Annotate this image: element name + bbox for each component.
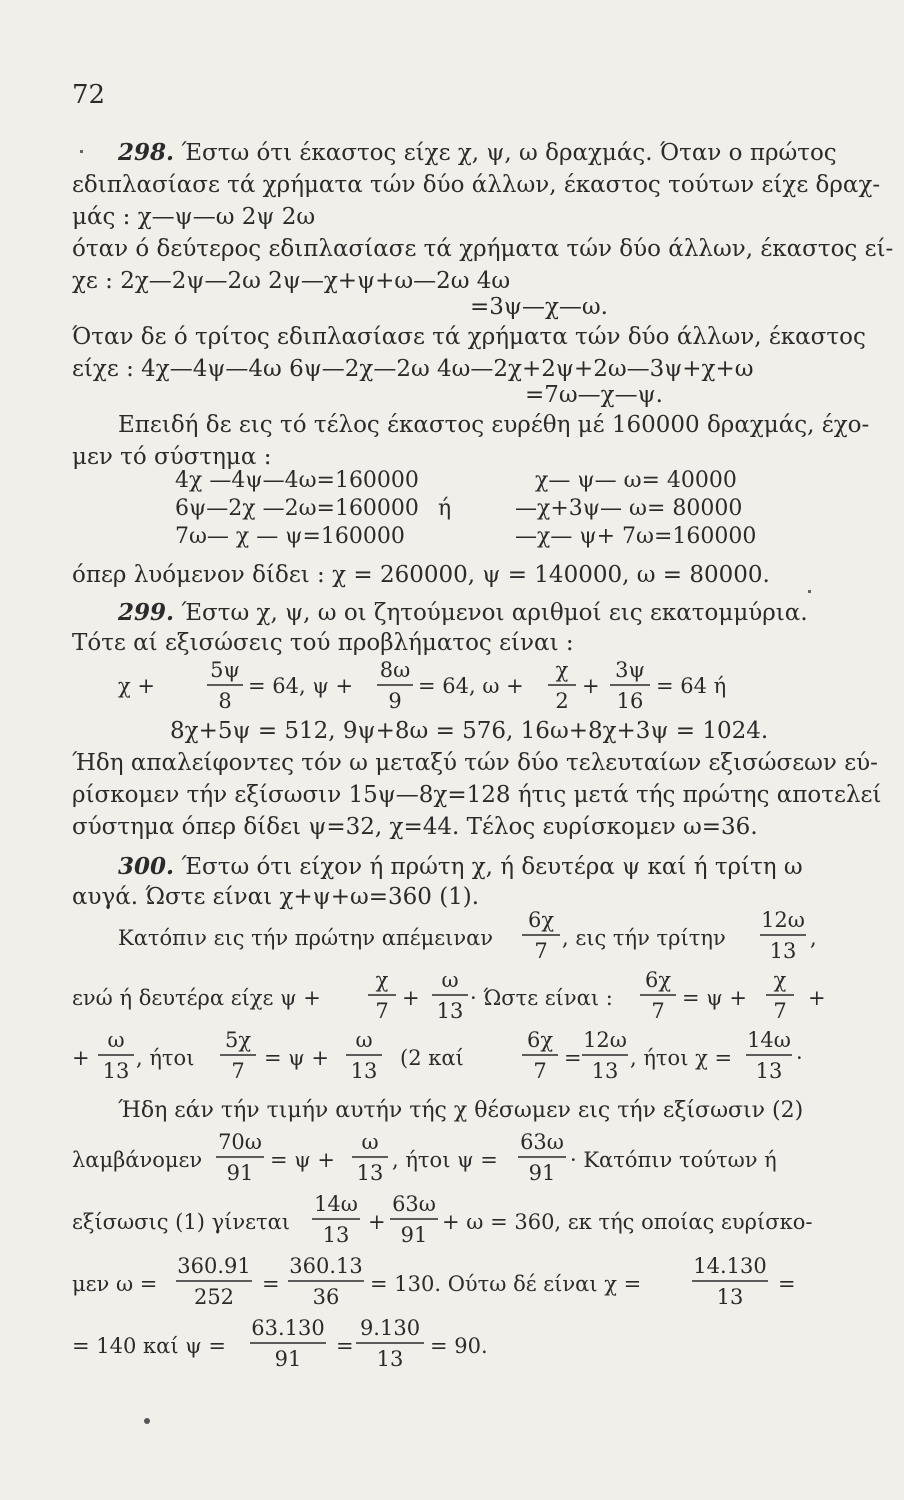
r8-frac1-num: 63.130	[251, 1316, 325, 1340]
problem-299-line-3: Ήδη απαλείφοντες τόν ω μεταξύ τών δύο τελευταίων εξισώσεων εύ-	[72, 750, 878, 776]
eq-text-e: = 64 ή	[656, 674, 727, 698]
r5-text-d: · Κατόπιν τούτων ή	[570, 1148, 777, 1172]
r5-text-a: λαμβάνομεν	[72, 1148, 203, 1172]
frac-8omega-num: 8ω	[379, 658, 411, 682]
frac-3psi-num: 3ψ	[615, 658, 645, 682]
problem-299-intro: Έστω χ, ψ, ω οι ζητούμενοι αριθμοί εις εκατομμύρια.	[181, 600, 808, 626]
r7-text-c: = 130. Ούτω δέ είναι χ =	[370, 1272, 642, 1296]
r7-text-d: =	[778, 1272, 796, 1296]
r2-text-c: · Ώστε είναι :	[470, 986, 613, 1010]
r3-text-g: ·	[796, 1046, 803, 1070]
problem-299-line-2: Τότε αί εξισώσεις τού προβλήματος είναι :	[72, 630, 574, 656]
r3-frac4-num: 6χ	[526, 1028, 554, 1052]
r8-frac2-den: 13	[376, 1347, 404, 1371]
problem-300-text: Έστω ότι είχον ή πρώτη χ, ή δευτέρα ψ καί ή τρίτη ω	[181, 854, 803, 880]
r6-frac1-num: 14ω	[314, 1192, 358, 1216]
problem-300-line-2: αυγά. Ώστε είναι χ+ψ+ω=360 (1).	[72, 884, 480, 910]
r3-text-d: (2 καί	[400, 1046, 464, 1070]
problem-299-linear-equations: 8χ+5ψ = 512, 9ψ+8ω = 576, 16ω+8χ+3ψ = 1024.	[170, 718, 769, 744]
problem-299-equations	[0, 655, 904, 725]
r2-text-d: = ψ +	[682, 986, 748, 1010]
problem-299-line-5: σύστημα όπερ δίδει ψ=32, χ=44. Τέλος ευρίσκομεν ω=36.	[72, 814, 758, 840]
r3-frac1-den: 13	[102, 1059, 130, 1083]
problem-299-line-4: ρίσκομεν τήν εξίσωσιν 15ψ—8χ=128 ήτις μετά τής πρώτης αποτελεί	[72, 782, 882, 808]
r1-frac2-den: 13	[769, 939, 797, 963]
ink-speck	[808, 590, 811, 593]
problem-298-solution: όπερ λυόμενον δίδει : χ = 260000, ψ = 140000, ω = 80000.	[72, 562, 770, 588]
r3-frac1-num: ω	[107, 1028, 125, 1052]
r5-text-c: , ήτοι ψ =	[392, 1148, 498, 1172]
problem-298-line-5: χε : 2χ—2ψ—2ω 2ψ—χ+ψ+ω—2ω 4ω	[72, 268, 511, 294]
r3-frac4-den: 7	[533, 1059, 547, 1083]
r3-frac5-num: 12ω	[583, 1028, 627, 1052]
r3-frac3-num: ω	[355, 1028, 373, 1052]
problem-298-line-9: =7ω—χ—ψ.	[525, 382, 663, 408]
r2-frac3-den: 7	[651, 999, 665, 1023]
r5-frac2-den: 13	[356, 1161, 384, 1185]
problem-298-line-8: είχε : 4χ—4ψ—4ω 6ψ—2χ—2ω 4ω—2χ+2ψ+2ω—3ψ+χ+ω	[72, 356, 754, 382]
r7-text-a: μεν ω =	[72, 1272, 158, 1296]
r7-frac3-num: 14.130	[693, 1254, 767, 1278]
page-number: 72	[72, 80, 106, 110]
r2-text-a: ενώ ή δευτέρα είχε ψ +	[72, 986, 321, 1010]
problem-299-line-1	[118, 598, 844, 628]
r6-text-c: + ω = 360, εκ τής οποίας ευρίσκο-	[442, 1210, 813, 1234]
r6-text-b: +	[368, 1210, 386, 1234]
system-right-2: —χ+3ψ— ω= 80000	[515, 496, 743, 521]
problem-299-number: 299.	[118, 599, 175, 626]
r7-frac1-den: 252	[193, 1285, 235, 1309]
problem-298-line-10: Επειδή δε εις τό τέλος έκαστος ευρέθη μέ 160000 δραχμάς, έχο-	[118, 412, 870, 438]
r3-frac5-den: 13	[591, 1059, 619, 1083]
r1-frac2-num: 12ω	[761, 908, 805, 932]
system-left-1: 4χ —4ψ—4ω=160000	[175, 468, 419, 493]
problem-300-derivation	[0, 895, 904, 1380]
ink-speck	[144, 1418, 150, 1424]
r7-frac1-num: 360.91	[177, 1254, 251, 1278]
r5-frac2-num: ω	[361, 1130, 379, 1154]
r8-text-a: = 140 καί ψ =	[72, 1334, 226, 1358]
system-right-1: χ— ψ— ω= 40000	[535, 468, 737, 493]
eq-text-d: +	[582, 674, 600, 698]
r5-frac3-num: 63ω	[520, 1130, 564, 1154]
r2-frac2-num: ω	[441, 968, 459, 992]
r1-text-b: , εις τήν τρίτην	[562, 926, 726, 950]
problem-298-line-3: μάς : χ—ψ—ω 2ψ 2ω	[72, 204, 316, 230]
r5-text-b: = ψ +	[270, 1148, 336, 1172]
r3-frac6-den: 13	[755, 1059, 783, 1083]
r3-text-c: = ψ +	[264, 1046, 330, 1070]
problem-298-text: Έστω ότι έκαστος είχε χ, ψ, ω δραχμάς. Όταν ο πρώτος	[181, 140, 837, 166]
eq-text-b: = 64, ψ +	[248, 674, 354, 698]
r7-frac2-den: 36	[312, 1285, 340, 1309]
eq-text-a: χ +	[118, 674, 155, 698]
frac-3psi-den: 16	[616, 689, 644, 713]
ink-speck	[80, 150, 83, 153]
system-or: ή	[438, 496, 452, 521]
frac-8omega-den: 9	[388, 689, 402, 713]
r2-frac3-num: 6χ	[644, 968, 672, 992]
r8-frac2-num: 9.130	[359, 1316, 421, 1340]
r3-frac2-num: 5χ	[224, 1028, 252, 1052]
problem-298-line-6: =3ψ—χ—ω.	[470, 294, 608, 320]
problem-298-number: 298.	[118, 139, 175, 166]
r6-frac1-den: 13	[322, 1223, 350, 1247]
r2-frac1-den: 7	[375, 999, 389, 1023]
r3-text-b: , ήτοι	[136, 1046, 195, 1070]
r2-frac4-num: χ	[773, 968, 787, 992]
r2-frac1-num: χ	[375, 968, 389, 992]
r5-frac3-den: 91	[528, 1161, 556, 1185]
r2-frac2-den: 13	[436, 999, 464, 1023]
r5-frac1-num: 70ω	[218, 1130, 262, 1154]
system-left-2: 6ψ—2χ —2ω=160000	[175, 496, 419, 521]
r1-text-c: ,	[810, 926, 817, 950]
r3-text-f: , ήτοι χ =	[630, 1046, 733, 1070]
frac-chi-2-den: 2	[555, 689, 569, 713]
problem-298-line-7: Όταν δε ό τρίτος εδιπλασίασε τά χρήματα τών δύο άλλων, έκαστος	[72, 324, 866, 350]
r7-frac2-num: 360.13	[289, 1254, 363, 1278]
frac-5psi-num: 5ψ	[210, 658, 240, 682]
r7-frac3-den: 13	[716, 1285, 744, 1309]
r2-frac4-den: 7	[773, 999, 787, 1023]
eq-text-c: = 64, ω +	[418, 674, 524, 698]
frac-chi-2-num: χ	[555, 658, 569, 682]
system-left-3: 7ω— χ — ψ=160000	[175, 524, 405, 549]
r8-frac1-den: 91	[274, 1347, 302, 1371]
r2-text-b: +	[402, 986, 420, 1010]
r3-text-e: =	[564, 1046, 582, 1070]
problem-298-line-1	[118, 138, 844, 168]
r7-text-b: =	[262, 1272, 280, 1296]
r1-frac1-num: 6χ	[527, 908, 555, 932]
r3-frac3-den: 13	[350, 1059, 378, 1083]
frac-5psi-den: 8	[218, 689, 232, 713]
problem-300-line-1	[118, 852, 844, 882]
r3-text-a: +	[72, 1046, 90, 1070]
r6-frac2-num: 63ω	[392, 1192, 436, 1216]
r5-frac1-den: 91	[226, 1161, 254, 1185]
system-right-3: —χ— ψ+ 7ω=160000	[515, 524, 757, 549]
r2-text-e: +	[808, 986, 826, 1010]
problem-300-number: 300.	[118, 853, 175, 880]
problem-298-line-11: μεν τό σύστημα :	[72, 444, 272, 470]
problem-298-line-4: όταν ό δεύτερος εδιπλασίασε τά χρήματα τών δύο άλλων, έκαστος εί-	[72, 236, 894, 262]
r3-frac6-num: 14ω	[747, 1028, 791, 1052]
r8-text-b: =	[336, 1334, 354, 1358]
r1-text-a: Κατόπιν εις τήν πρώτην απέμειναν	[118, 926, 494, 950]
r1-frac1-den: 7	[534, 939, 548, 963]
problem-298-line-2: εδιπλασίασε τά χρήματα τών δύο άλλων, έκαστος τούτων είχε δραχ-	[72, 172, 881, 198]
r4-text: Ήδη εάν τήν τιμήν αυτήν τής χ θέσωμεν εις τήν εξίσωσιν (2)	[118, 1098, 804, 1123]
r6-frac2-den: 91	[400, 1223, 428, 1247]
r3-frac2-den: 7	[231, 1059, 245, 1083]
r8-text-c: = 90.	[430, 1334, 488, 1358]
r6-text-a: εξίσωσις (1) γίνεται	[72, 1210, 291, 1234]
